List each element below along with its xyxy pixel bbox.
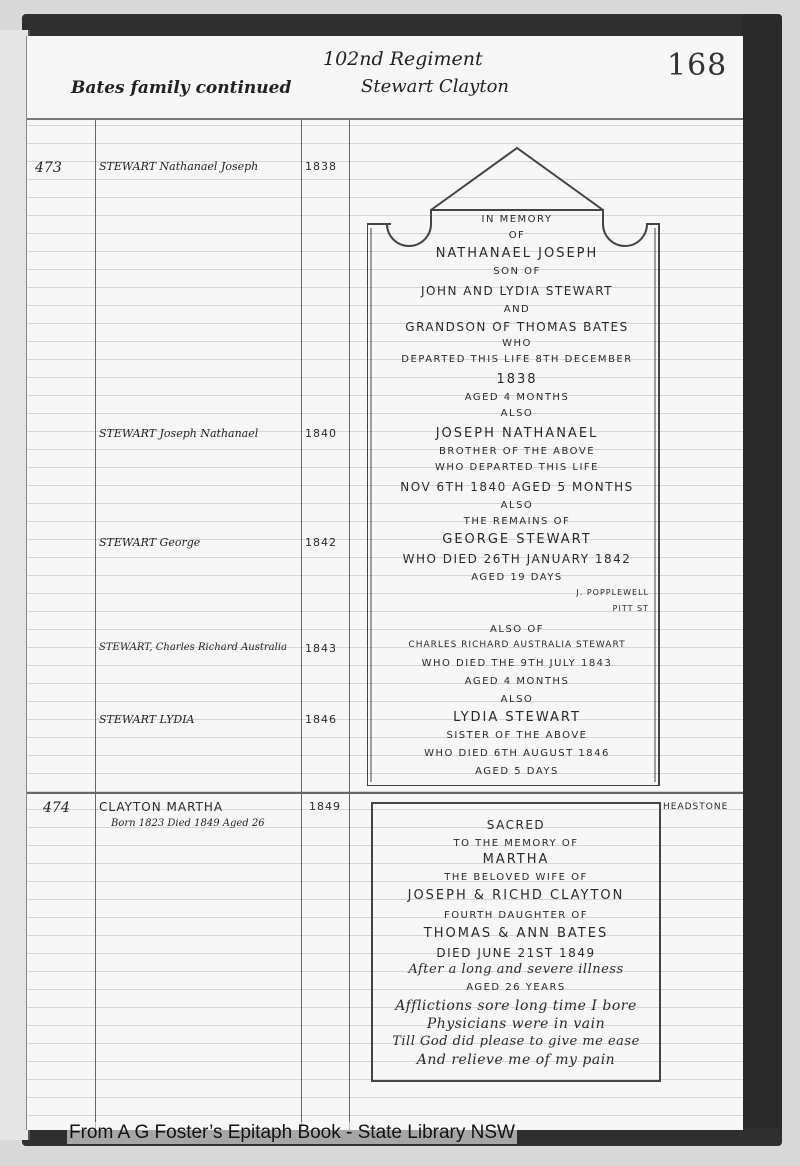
inscription-line: DIED JUNE 21ST 1849 [436,946,596,960]
inscription-line: ALSO [500,500,534,511]
burial-year: 1840 [305,427,337,440]
inscription-line: LYDIA STEWART [453,710,581,725]
inscription-line: WHO DIED THE 9TH JULY 1843 [421,658,613,669]
inscription-line: After a long and severe illness [408,962,624,977]
column-rule-name [301,120,302,1130]
burial-name: STEWART Joseph Nathanael [99,427,259,440]
ledger-page [26,36,743,1143]
burial-name: STEWART, Charles Richard Australia [99,642,287,653]
inscription-line: SISTER OF THE ABOVE [446,730,588,741]
inscription-line: WHO [502,338,532,349]
inscription-line: GRANDSON OF THOMAS BATES [405,320,629,334]
inscription-line: THOMAS & ANN BATES [423,926,609,941]
inscription-line: OF [508,230,526,241]
mason-name: J. POPPLEWELL [576,588,649,597]
inscription-line: AGED 26 YEARS [466,982,566,993]
inscription-line: JOSEPH NATHANAEL [435,426,599,441]
book-cover-right [742,14,782,1144]
book-cover-top [22,14,782,36]
burial-year: 1843 [305,642,337,655]
regiment-heading: 102nd Regiment [323,48,483,70]
inscription-line: GEORGE STEWART [442,532,592,547]
entry-number: 474 [43,800,70,816]
burial-name: STEWART Nathanael Joseph [99,160,259,173]
inscription-line: IN MEMORY [481,214,553,225]
inscription-line: WHO DEPARTED THIS LIFE [435,462,599,473]
inscription-line: THE BELOVED WIFE OF [444,872,588,883]
inscription-line: NOV 6TH 1840 AGED 5 MONTHS [400,480,634,494]
inscription-line: MARTHA [482,852,550,867]
inscription-line: Till God did please to give me ease [392,1034,640,1049]
inscription-line: BROTHER OF THE ABOVE [438,446,596,457]
burial-name: STEWART LYDIA [99,713,195,726]
inscription-line: JOSEPH & RICHD CLAYTON [407,888,625,903]
inscription-line: And relieve me of my pain [416,1052,616,1068]
mason-address: PITT ST [612,604,649,613]
monument-drawing-474 [371,802,661,1082]
family-heading: Bates family continued [71,78,292,98]
inscription-line: CHARLES RICHARD AUSTRALIA STEWART [408,640,626,650]
inscription-line: SON OF [493,266,541,277]
inscription-line: ALSO [500,408,534,419]
burial-name: STEWART George [99,536,201,549]
inscription-line: TO THE MEMORY OF [453,838,579,849]
inscription-line: DEPARTED THIS LIFE 8TH DECEMBER [401,354,633,365]
inscription-line: WHO DIED 6TH AUGUST 1846 [424,748,610,759]
header-rule [27,118,743,120]
inscription-line: THE REMAINS OF [463,516,571,527]
monument-drawing-473 [367,146,667,786]
inscription-line: JOHN AND LYDIA STEWART [420,284,613,298]
names-heading: Stewart Clayton [361,76,510,97]
monument-type: HEADSTONE [663,802,729,812]
inscription-line: AND [503,304,531,315]
column-rule-number [95,120,96,1130]
inscription-line: SACRED [486,818,546,832]
burial-year: 1842 [305,536,337,549]
inscription-line: Afflictions sore long time I bore [395,998,637,1014]
inscription-line: WHO DIED 26TH JANUARY 1842 [402,552,632,566]
inscription-line: 1838 [496,372,538,387]
source-caption: From A G Foster’s Epitaph Book - State Library NSW [69,1122,515,1143]
inscription-line: Physicians were in vain [426,1016,606,1032]
burial-year: 1846 [305,713,337,726]
inscription-line: AGED 4 MONTHS [464,392,570,403]
inscription-line: NATHANAEL JOSEPH [435,246,599,261]
inscription-line: AGED 19 DAYS [471,572,563,583]
burial-year: 1849 [309,800,341,813]
entry-divider [27,792,743,794]
entry-number: 473 [35,160,62,176]
page-header [27,36,743,120]
burial-year: 1838 [305,160,337,173]
burial-name: CLAYTON MARTHA [99,800,224,814]
inscription-line: AGED 4 MONTHS [464,676,570,687]
inscription-line: ALSO [500,694,534,705]
inscription-line: ALSO OF [490,624,544,635]
burial-detail: Born 1823 Died 1849 Aged 26 [111,818,265,829]
inscription-line: FOURTH DAUGHTER OF [443,910,589,921]
column-rule-year [349,120,350,1130]
inscription-line: AGED 5 DAYS [475,766,559,777]
page-number: 168 [667,48,728,83]
